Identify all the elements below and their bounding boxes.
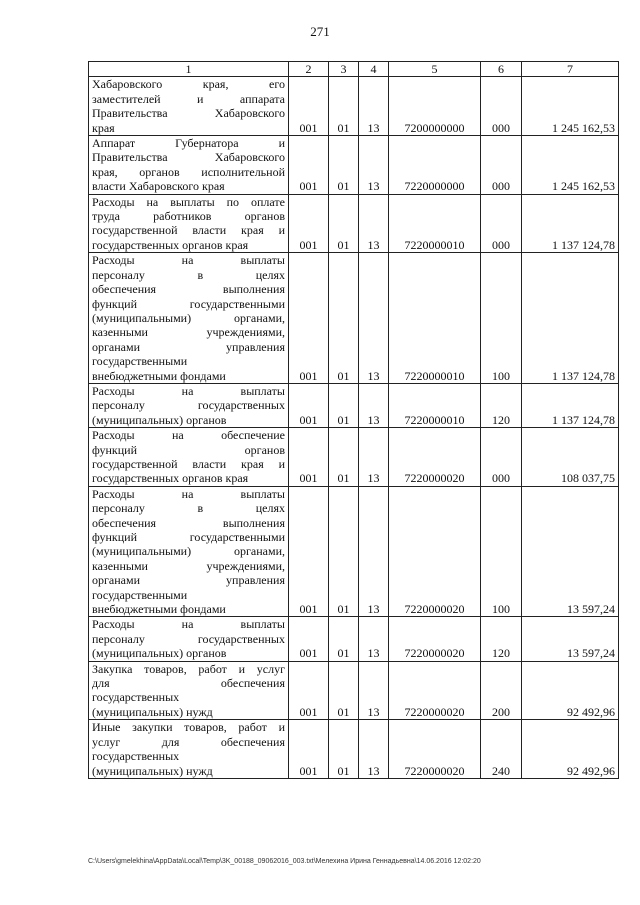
description-line: (муниципальных) органов bbox=[92, 646, 227, 661]
description-line: государственных органов края bbox=[92, 237, 249, 252]
description-line: Аппарат Губернатора и bbox=[92, 136, 285, 151]
ministry-code-cell: 001 bbox=[289, 383, 329, 427]
section-code-cell: 01 bbox=[329, 383, 359, 427]
target-article-cell: 7220000010 bbox=[389, 253, 481, 384]
ministry-code-cell: 001 bbox=[289, 77, 329, 136]
expense-type-cell: 000 bbox=[481, 194, 522, 253]
ministry-code-cell: 001 bbox=[289, 136, 329, 195]
amount-cell: 13 597,24 bbox=[522, 486, 619, 617]
expense-type-cell: 100 bbox=[481, 486, 522, 617]
amount-cell: 108 037,75 bbox=[522, 428, 619, 487]
description-line: Правительства Хабаровского bbox=[92, 106, 285, 121]
amount-cell: 1 137 124,78 bbox=[522, 194, 619, 253]
column-header-4: 4 bbox=[359, 62, 389, 77]
subsection-code-cell: 13 bbox=[359, 194, 389, 253]
description-line: внебюджетными фондами bbox=[92, 602, 226, 617]
description-line: обеспечения выполнения bbox=[92, 515, 285, 530]
description-line: услуг для обеспечения bbox=[92, 734, 285, 749]
table-row bbox=[89, 617, 619, 661]
description-line: края bbox=[92, 120, 115, 135]
description-line: обеспечения выполнения bbox=[92, 282, 285, 297]
subsection-code-cell: 13 bbox=[359, 428, 389, 487]
description-line: Расходы на выплаты bbox=[92, 617, 285, 632]
description-line: Расходы на выплаты bbox=[92, 486, 285, 501]
description-line: казенными учреждениями, bbox=[92, 558, 285, 573]
description-line: Хабаровского края, его bbox=[92, 77, 285, 92]
table-row bbox=[89, 194, 619, 253]
table-row bbox=[89, 136, 619, 195]
table-row bbox=[89, 253, 619, 384]
section-code-cell: 01 bbox=[329, 428, 359, 487]
description-line: Расходы на выплаты bbox=[92, 253, 285, 268]
section-code-cell: 01 bbox=[329, 486, 359, 617]
description-line: Расходы на выплаты по оплате bbox=[92, 194, 285, 209]
description-line: для обеспечения bbox=[92, 676, 285, 691]
ministry-code-cell: 001 bbox=[289, 661, 329, 720]
description-line: (муниципальных) органов bbox=[92, 412, 227, 427]
amount-cell: 92 492,96 bbox=[522, 720, 619, 779]
row-description bbox=[89, 136, 289, 195]
column-header-3: 3 bbox=[329, 62, 359, 77]
ministry-code-cell: 001 bbox=[289, 253, 329, 384]
description-line: функций государственными bbox=[92, 296, 285, 311]
amount-cell: 1 245 162,53 bbox=[522, 136, 619, 195]
target-article-cell: 7220000000 bbox=[389, 136, 481, 195]
table-row bbox=[89, 77, 619, 136]
description-line: заместителей и аппарата bbox=[92, 91, 285, 106]
subsection-code-cell: 13 bbox=[359, 617, 389, 661]
amount-cell: 1 137 124,78 bbox=[522, 383, 619, 427]
section-code-cell: 01 bbox=[329, 77, 359, 136]
description-line: функций органов bbox=[92, 442, 285, 457]
description-line: казенными учреждениями, bbox=[92, 325, 285, 340]
subsection-code-cell: 13 bbox=[359, 253, 389, 384]
target-article-cell: 7220000010 bbox=[389, 383, 481, 427]
table-row bbox=[89, 383, 619, 427]
row-description bbox=[89, 428, 289, 487]
description-line: государственной власти края и bbox=[92, 456, 285, 471]
row-description bbox=[89, 77, 289, 136]
subsection-code-cell: 13 bbox=[359, 383, 389, 427]
description-line: государственной власти края и bbox=[92, 223, 285, 238]
row-description bbox=[89, 194, 289, 253]
description-line: Расходы на выплаты bbox=[92, 383, 285, 398]
section-code-cell: 01 bbox=[329, 136, 359, 195]
expense-type-cell: 000 bbox=[481, 77, 522, 136]
section-code-cell: 01 bbox=[329, 661, 359, 720]
budget-table bbox=[88, 61, 619, 779]
ministry-code-cell: 001 bbox=[289, 428, 329, 487]
target-article-cell: 7220000020 bbox=[389, 661, 481, 720]
page-number: 271 bbox=[310, 24, 330, 39]
row-description bbox=[89, 661, 289, 720]
column-header-7: 7 bbox=[522, 62, 619, 77]
column-header-6: 6 bbox=[481, 62, 522, 77]
row-description bbox=[89, 383, 289, 427]
description-line: государственных bbox=[92, 749, 180, 764]
description-line: власти Хабаровского края bbox=[92, 179, 225, 194]
expense-type-cell: 000 bbox=[481, 428, 522, 487]
row-description bbox=[89, 253, 289, 384]
amount-cell: 13 597,24 bbox=[522, 617, 619, 661]
column-header-1: 1 bbox=[89, 62, 289, 77]
description-line: внебюджетными фондами bbox=[92, 368, 226, 383]
ministry-code-cell: 001 bbox=[289, 617, 329, 661]
expense-type-cell: 200 bbox=[481, 661, 522, 720]
description-line: государственными bbox=[92, 587, 188, 602]
description-line: персоналу государственных bbox=[92, 631, 285, 646]
ministry-code-cell: 001 bbox=[289, 194, 329, 253]
subsection-code-cell: 13 bbox=[359, 136, 389, 195]
column-header-5: 5 bbox=[389, 62, 481, 77]
description-line: (муниципальными) органами, bbox=[92, 310, 285, 325]
description-line: персоналу в целях bbox=[92, 267, 285, 282]
description-line: Правительства Хабаровского bbox=[92, 150, 285, 165]
description-line: Расходы на обеспечение bbox=[92, 428, 285, 443]
table-row bbox=[89, 428, 619, 487]
subsection-code-cell: 13 bbox=[359, 720, 389, 779]
row-description bbox=[89, 617, 289, 661]
description-line: органами управления bbox=[92, 573, 285, 588]
description-line: труда работников органов bbox=[92, 209, 285, 224]
file-path-footer: C:\Users\gmelekhina\AppData\Local\Temp\3K_00188_09062016_003.txt\Мелехина Ирина Геннадьевна\14.06.2016 12:02:20 bbox=[88, 858, 481, 865]
expense-type-cell: 120 bbox=[481, 383, 522, 427]
description-line: персоналу государственных bbox=[92, 398, 285, 413]
header-row bbox=[89, 62, 619, 77]
description-line: Закупка товаров, работ и услуг bbox=[92, 661, 285, 676]
target-article-cell: 7220000010 bbox=[389, 194, 481, 253]
subsection-code-cell: 13 bbox=[359, 486, 389, 617]
table-row bbox=[89, 661, 619, 720]
description-line: Иные закупки товаров, работ и bbox=[92, 720, 285, 735]
target-article-cell: 7200000000 bbox=[389, 77, 481, 136]
section-code-cell: 01 bbox=[329, 617, 359, 661]
expense-type-cell: 120 bbox=[481, 617, 522, 661]
amount-cell: 92 492,96 bbox=[522, 661, 619, 720]
expense-type-cell: 000 bbox=[481, 136, 522, 195]
description-line: функций государственными bbox=[92, 530, 285, 544]
description-line: персоналу в целях bbox=[92, 501, 285, 516]
ministry-code-cell: 001 bbox=[289, 486, 329, 617]
table-row bbox=[89, 720, 619, 779]
table-row bbox=[89, 486, 619, 617]
target-article-cell: 7220000020 bbox=[389, 486, 481, 617]
description-line: государственных bbox=[92, 690, 180, 705]
subsection-code-cell: 13 bbox=[359, 77, 389, 136]
table-body bbox=[89, 77, 619, 779]
description-line: (муниципальными) органами, bbox=[92, 544, 285, 559]
amount-cell: 1 245 162,53 bbox=[522, 77, 619, 136]
section-code-cell: 01 bbox=[329, 720, 359, 779]
description-line: (муниципальных) нужд bbox=[92, 704, 213, 719]
target-article-cell: 7220000020 bbox=[389, 720, 481, 779]
description-line: органами управления bbox=[92, 339, 285, 354]
target-article-cell: 7220000020 bbox=[389, 617, 481, 661]
row-description bbox=[89, 486, 289, 617]
description-line: (муниципальных) нужд bbox=[92, 763, 213, 778]
description-line: края, органов исполнительной bbox=[92, 164, 285, 179]
section-code-cell: 01 bbox=[329, 253, 359, 384]
expense-type-cell: 100 bbox=[481, 253, 522, 384]
amount-cell: 1 137 124,78 bbox=[522, 253, 619, 384]
target-article-cell: 7220000020 bbox=[389, 428, 481, 487]
description-line: государственных органов края bbox=[92, 471, 249, 486]
section-code-cell: 01 bbox=[329, 194, 359, 253]
subsection-code-cell: 13 bbox=[359, 661, 389, 720]
column-header-2: 2 bbox=[289, 62, 329, 77]
ministry-code-cell: 001 bbox=[289, 720, 329, 779]
expense-type-cell: 240 bbox=[481, 720, 522, 779]
description-line: государственными bbox=[92, 354, 188, 369]
row-description bbox=[89, 720, 289, 779]
